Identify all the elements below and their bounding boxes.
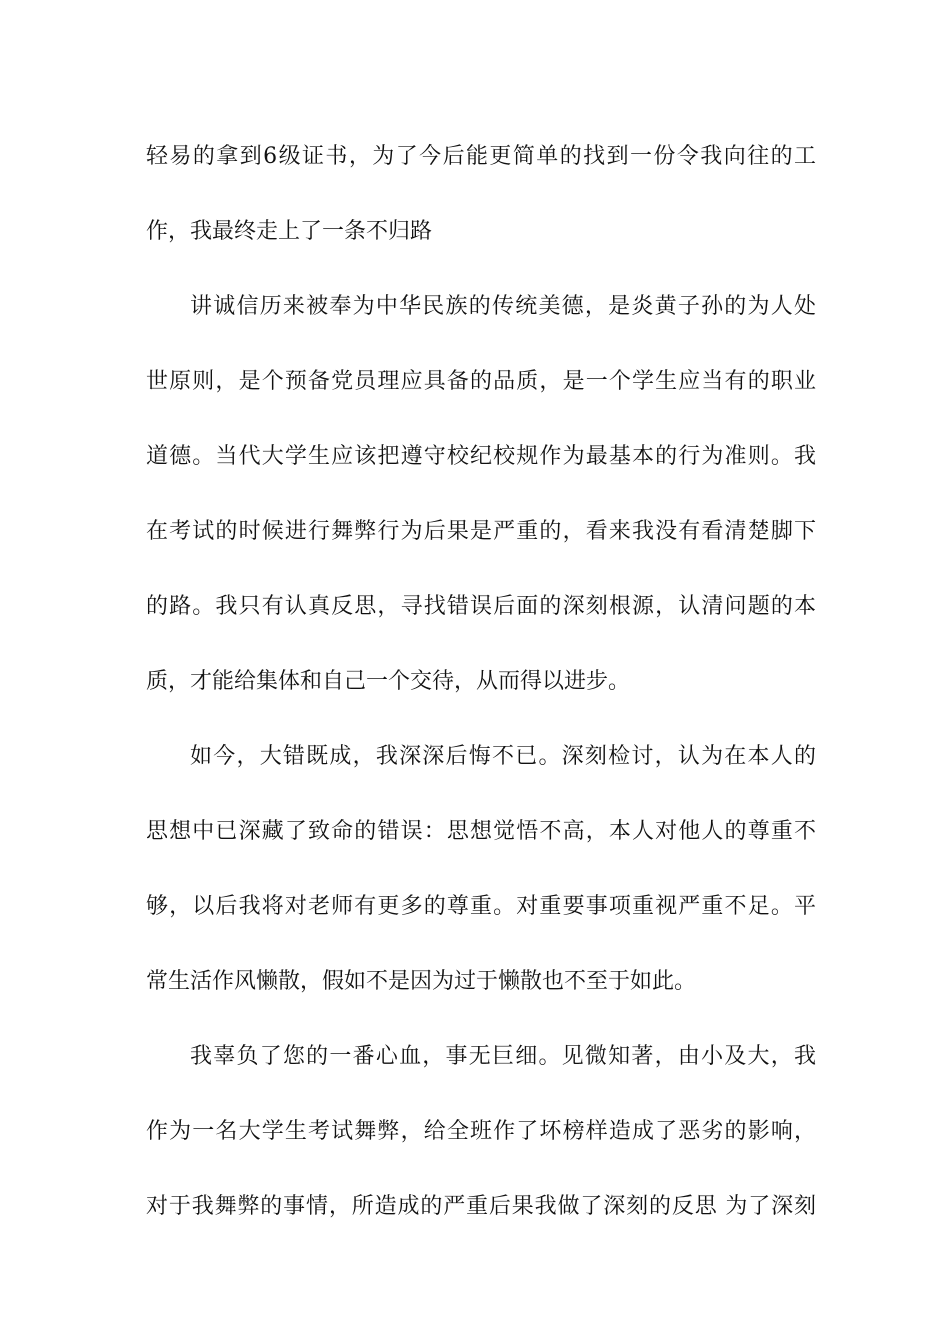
text-line: 如今，大错既成，我深深后悔不已。深刻检讨，认为在本人的 (190, 744, 816, 769)
text-line: 质，才能给集体和自己一个交待，从而得以进步。 (146, 669, 631, 694)
paragraph-2 (146, 283, 816, 733)
text-line: 轻易的拿到6级证书，为了今后能更简单的找到一份令我向往的工 (146, 144, 816, 169)
text-line: 够，以后我将对老师有更多的尊重。对重要事项重视严重不足。平 (146, 894, 816, 919)
text-line: 我辜负了您的一番心血，事无巨细。见微知著，由小及大，我 (190, 1044, 816, 1069)
text-line: 作为一名大学生考试舞弊，给全班作了坏榜样造成了恶劣的影响， (146, 1119, 816, 1144)
text-line: 道德。当代大学生应该把遵守校纪校规作为最基本的行为准则。我 (146, 444, 816, 469)
text-line: 的路。我只有认真反思，寻找错误后面的深刻根源，认清问题的本 (146, 594, 816, 619)
text-line: 常生活作风懒散，假如不是因为过于懒散也不至于如此。 (146, 969, 697, 994)
text-line: 思想中已深藏了致命的错误：思想觉悟不高，本人对他人的尊重不 (146, 819, 816, 844)
document-body (146, 133, 816, 1258)
text-line: 作，我最终走上了一条不归路 (146, 219, 433, 244)
text-line: 对于我舞弊的事情，所造成的严重后果我做了深刻的反思 为了深刻 (146, 1194, 816, 1219)
paragraph-4 (146, 1033, 816, 1258)
paragraph-1 (146, 133, 816, 283)
text-line: 在考试的时候进行舞弊行为后果是严重的，看来我没有看清楚脚下 (146, 519, 816, 544)
paragraph-3 (146, 733, 816, 1033)
text-line: 讲诚信历来被奉为中华民族的传统美德，是炎黄子孙的为人处 (190, 294, 816, 319)
text-line: 世原则，是个预备党员理应具备的品质，是一个学生应当有的职业 (146, 369, 816, 394)
